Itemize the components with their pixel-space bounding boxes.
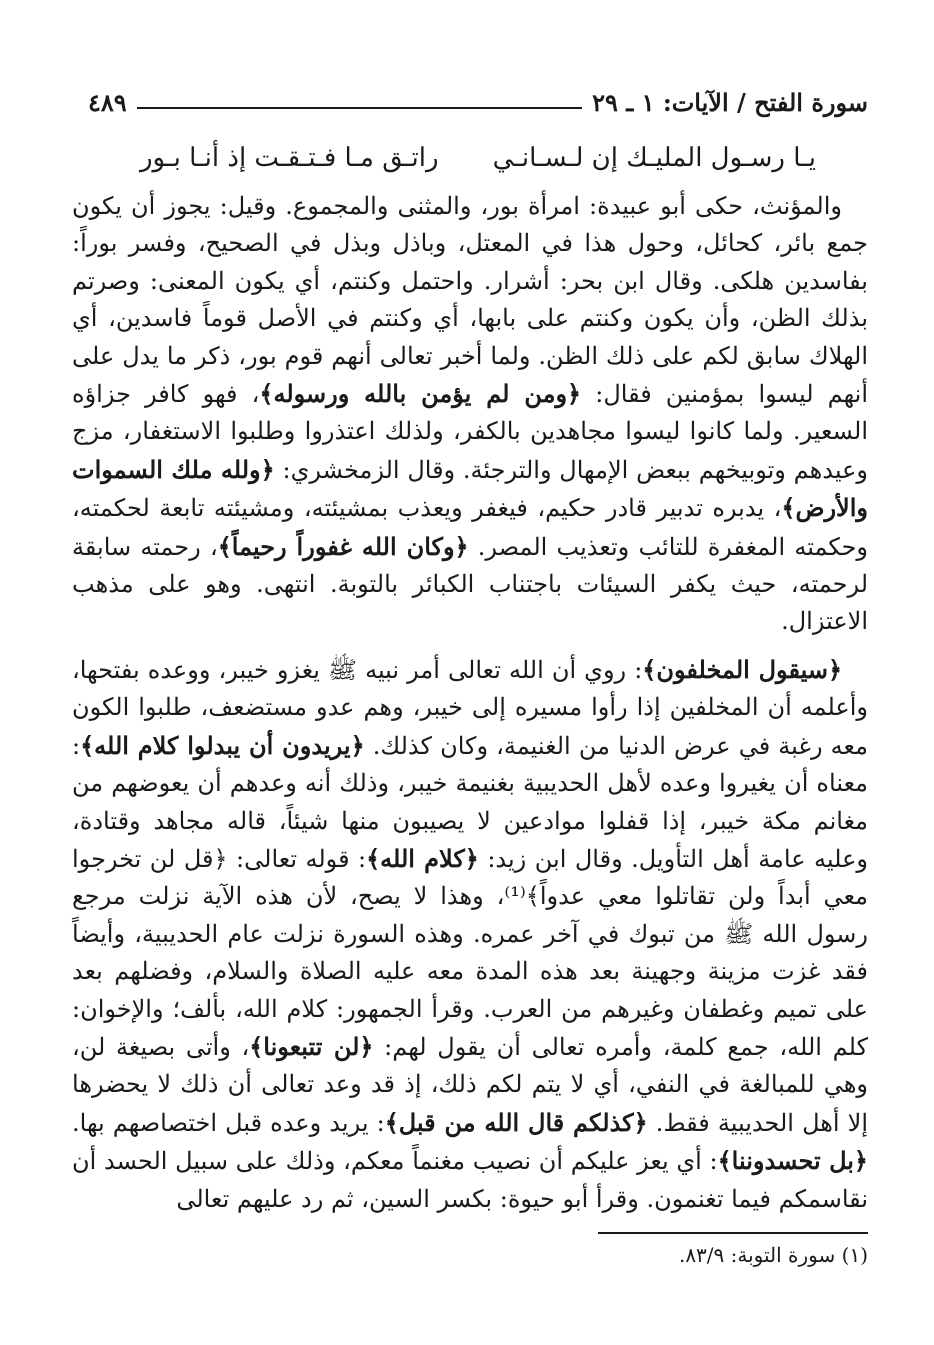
text-run: ، وأتى بصيغة لن، وهي للمبالغة في النفي، أي لا يتم لكم ذلك، إذ قد وعد تعالى أن ذلك لا يحضرها إلا أهل الحديبية فقط.	[72, 1032, 869, 1137]
text-run: والمؤنث، حكى أبو عبيدة: امرأة بور، والمثنى والمجموع. وقيل: يجوز أن يكون جمع بائر، كحائل، وحول هذا في المعتل، وباذل وبذل في الصحيح، وفسر بوراً: بفاسدين هلكى. وقال ابن بحر: أشرار. واحتمل وكنتم، أي يكون المعنى: وصرتم بذلك الظن، وأن يكون وكنتم على بابها، أي وكنتم في الأصل قوماً فاسدين، أي الهلاك سابق لكم على ذلك الظن. ولما أخبر تعالى أنهم قوم بور، ذكر ما يدل على أنهم ليسوا بمؤمنين فقال:	[72, 192, 869, 409]
quran-quote: ﴿سيقول المخلفون﴾	[642, 654, 842, 684]
text-run: ، فهو كافر جزاؤه السعير. ولما كانوا ليسوا مجاهدين بالكفر، ولذلك اعتذروا وطلبوا الاستغفار، مزج وعيدهم وتوبيخهم ببعض الإمهال والترجئة. وقال الزمخشري:	[72, 380, 869, 484]
text-run: : معناه أن يغيروا وعده لأهل الحديبية بغنيمة خيبر، وذلك أنه وعدهم أن يعوضهم من مغانم مكة خيبر، إذا قفلوا موادعين لا يصيبون منها شيئاً، قاله مجاهد وقتادة، وعليه عامة أهل التأويل. وقال ابن زيد:	[72, 731, 868, 873]
verse-hemistich-right: يـا رسـول المليـك إن لـسـانـي	[492, 143, 816, 173]
quran-quote: ﴿كلام الله﴾	[366, 843, 479, 873]
surah-title: سورة الفتح / الآيات: ١ ـ ٢٩	[592, 87, 868, 117]
verse-hemistich-left: راتـق مـا فـتـقـت إذ أنـا بـور	[140, 143, 439, 173]
footnote-rule	[598, 1232, 868, 1234]
footnote: (١) سورة التوبة: ٨٣/٩.	[678, 1243, 868, 1267]
header-rule	[137, 107, 582, 109]
text-run: : أي يعز عليكم أن نصيب مغنماً معكم، وذلك على سبيل الحسد أن نقاسمكم فيما تغنمون. وقرأ أبو حيوة: بكسر السين، ثم رد عليهم تعالى	[72, 1147, 868, 1213]
paragraph	[72, 651, 868, 1218]
commentary-body	[72, 188, 868, 1218]
quran-quote: ﴿وكان الله غفوراً رحيماً﴾	[217, 531, 469, 561]
quran-quote: ﴿لن تتبعونا﴾	[249, 1031, 374, 1061]
quran-quote: ﴿بل تحسدوننا﴾	[717, 1146, 868, 1176]
text-run: ، رحمته سابقة لرحمته، حيث يكفر السيئات باجتناب الكبائر بالتوبة. انتهى. وهو على مذهب الاعتزال.	[72, 532, 868, 636]
quran-quote: ﴿كذلكم قال الله من قبل﴾	[384, 1107, 648, 1137]
quran-quote: ﴿ومن لم يؤمن بالله ورسوله﴾	[259, 379, 582, 409]
quran-quote: ﴿ولله ملك السموات والأرض﴾	[72, 454, 868, 523]
text-run: ، يدبره تدبير قادر حكيم، فيغفر ويعذب بمشيئته، ومشيئته تابعة لحكمته، وحكمته المغفرة للتائب وتعذيب المصر.	[72, 494, 868, 561]
page-number: ٤٨٩	[88, 87, 127, 117]
running-header	[88, 84, 868, 120]
text-run: : قوله تعالى: ﴿قل لن تخرجوا معي أبداً ولن تقاتلوا معي عدواً﴾⁽¹⁾، وهذا لا يصح، لأن هذه الآية نزلت مرجع رسول الله ﷺ من تبوك في آخر عمره. وهذه السورة نزلت عام الحديبية، وأيضاً فقد غزت مزينة وجهينة بعد هذه المدة معه عليه الصلاة والسلام، وفضلهم بعد على تميم وغطفان وغيرهم من العرب. وقرأ الجمهور: كلام الله، بألف؛ والإخوان: كلم الله، جمع كلمة، وأمره تعالى أن يقول لهم:	[72, 844, 869, 1061]
paragraph	[72, 188, 868, 641]
text-run: : يريد وعده قبل اختصاصهم بها.	[72, 1108, 385, 1137]
poetry-verse	[140, 140, 816, 176]
text-run: : روي أن الله تعالى أمر نبيه ﷺ يغزو خيبر، ووعده بفتحها، وأعلمه أن المخلفين إذا رأوا مسيره إلى خيبر، وهم عدو مستضعف، طلبوا الكون معه رغبة في عرض الدنيا من الغنيمة، وكان كذلك.	[72, 655, 868, 760]
quran-quote: ﴿يريدون أن يبدلوا كلام الله﴾	[80, 730, 365, 760]
